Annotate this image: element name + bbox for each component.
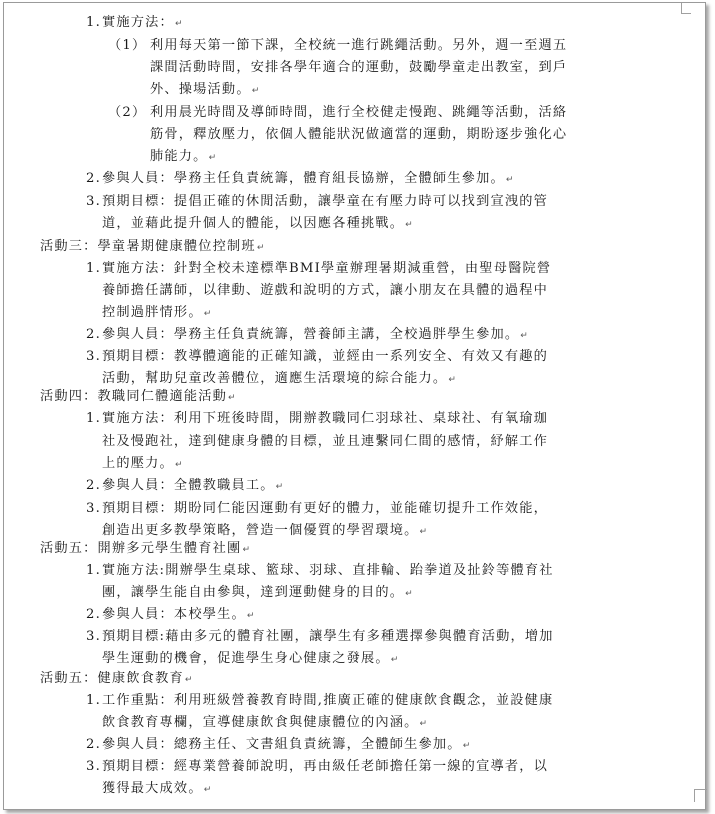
text-line: 學生運動的機會，促進學生身心健康之發展。↵ [102,651,399,666]
text-line: 實施方法:開辦學生桌球、籃球、羽球、直排輪、跆拳道及扯鈴等體育社 [102,563,554,578]
activity-heading: 活動五：開辦多元學生體育社團↵ [40,541,250,556]
text-line: 利用每天第一節下課，全校統一進行跳繩活動。另外，週一至週五 [150,38,568,53]
item-number: 3. [86,349,101,364]
item-label: 實施方法：↵ [102,15,183,30]
text-line: 預期目標：提倡正確的休閒活動，讓學童在有壓力時可以找到宣洩的管 [102,194,549,209]
activity-heading: 活動三：學童暑期健康體位控制班↵ [40,239,265,254]
text-line: 筋骨，釋放壓力，依個人體能狀況做適當的運動，期盼逐步強化心 [150,127,568,142]
text-line: 預期目標：教導體適能的正確知識，並經由一系列安全、有效又有趣的 [102,349,549,364]
text-line: 養師擔任講師，以律動、遊戲和說明的方式，讓小朋友在具體的過程中 [102,283,549,298]
text-line: 預期目標:藉由多元的體育社團，讓學生有多種選擇參與體育活動，增加 [102,629,554,644]
activity-heading: 活動四：教職同仁體適能活動↵ [40,389,236,404]
text-line: 參與人員：學務主任負責統籌，體育組長協辦，全體師生參加。↵ [102,171,514,186]
item-number: 2. [86,327,101,342]
crop-mark-top-right [681,3,691,14]
text-line: 利用晨光時間及導師時間，進行全校健走慢跑、跳繩等活動，活絡 [150,105,568,120]
item-number: 1. [86,15,101,30]
item-number: 1. [86,693,101,708]
text-line: 預期目標：經專業營養師說明，再由級任老師擔任第一線的宣導者，以 [102,759,549,774]
item-number: 3. [86,759,101,774]
item-number: 1. [86,261,101,276]
text-line: 獲得最大成效。↵ [102,781,212,796]
item-number: 1. [86,563,101,578]
text-line: 創造出更多教學策略，營造一個優質的學習環境。↵ [102,523,428,538]
text-line: 參與人員：本校學生。↵ [102,607,255,622]
text-line: 上的壓力。↵ [102,456,183,471]
item-number: 3. [86,194,101,209]
sub-item-number: （2） [108,105,147,120]
text-line: 實施方法：利用下班後時間，開辦教職同仁羽球社、桌球社、有氧瑜珈 [102,411,549,426]
text-line: 課間活動時間，安排各學年適合的運動，鼓勵學童走出教室，到戶 [150,60,568,75]
text-line: 參與人員：總務主任、文書組負責統籌，全體師生參加。↵ [102,737,471,752]
item-number: 2. [86,607,101,622]
text-line: 飲食教育專欄，宣導健康飲食與健康體位的內涵。↵ [102,715,428,730]
text-line: 工作重點：利用班級營養教育時間,推廣正確的健康飲食觀念，並設健康 [102,693,554,708]
item-number: 2. [86,171,101,186]
text-line: 團，讓學生能自由參與，達到運動健身的目的。↵ [102,585,413,600]
text-line: 參與人員：全體教職員工。↵ [102,478,284,493]
item-number: 3. [86,501,101,516]
text-line: 肺能力。↵ [150,149,217,164]
activity-heading: 活動五：健康飲食教育↵ [40,671,193,686]
item-number: 1. [86,411,101,426]
item-number: 2. [86,737,101,752]
item-number: 2. [86,478,101,493]
crop-mark-bottom-right [694,789,707,802]
text-line: 實施方法：針對全校未達標準BMI學童辦理暑期減重營，由聖母醫院營 [102,261,552,276]
text-line: 參與人員：學務主任負責統籌，營養師主講，全校過胖學生參加。↵ [102,327,528,342]
item-number: 3. [86,629,101,644]
text-line: 活動，幫助兒童改善體位，適應生活環境的綜合能力。↵ [102,371,456,386]
sub-item-number: （1） [108,38,147,53]
document-page [3,2,706,810]
text-line: 控制過胖情形。↵ [102,305,212,320]
text-line: 外、操場活動。↵ [150,82,260,97]
text-line: 社及慢跑社，達到健康身體的目標，並且連繫同仁間的感情，紓解工作 [102,434,549,449]
text-line: 預期目標：期盼同仁能因運動有更好的體力，並能確切提升工作效能， [102,501,549,516]
text-line: 道，並藉此提升個人的體能，以因應各種挑戰。↵ [102,216,413,231]
